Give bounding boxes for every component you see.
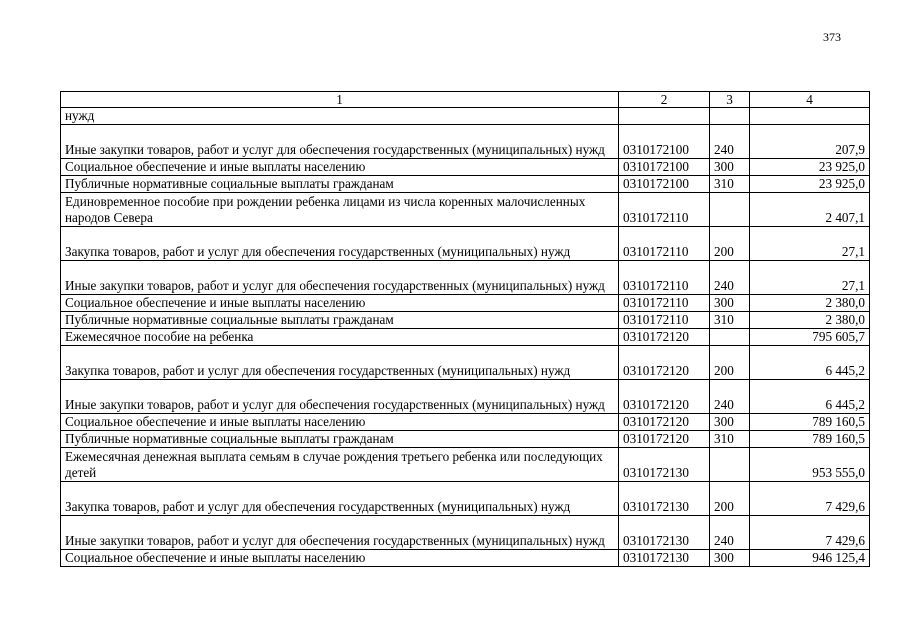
row-sum: 795 605,7 [750,329,870,346]
row-sum: 2 380,0 [750,295,870,312]
row-type [710,108,750,125]
row-name: Закупка товаров, работ и услуг для обеспечения государственных (муниципальных) нужд [61,346,619,380]
row-code: 0310172110 [619,227,710,261]
row-code: 0310172100 [619,176,710,193]
table-row [61,108,870,125]
row-type: 200 [710,227,750,261]
row-code: 0310172100 [619,159,710,176]
row-sum: 2 380,0 [750,312,870,329]
row-name: Социальное обеспечение и иные выплаты населению [61,295,619,312]
table-row [61,261,870,295]
row-sum: 23 925,0 [750,159,870,176]
row-code: 0310172130 [619,448,710,482]
row-type: 240 [710,125,750,159]
table-row [61,550,870,567]
row-type: 200 [710,482,750,516]
row-code: 0310172130 [619,516,710,550]
row-type [710,329,750,346]
table-row [61,414,870,431]
row-code: 0310172120 [619,346,710,380]
row-type: 300 [710,414,750,431]
table-row [61,448,870,482]
row-code: 0310172110 [619,295,710,312]
row-name: Иные закупки товаров, работ и услуг для обеспечения государственных (муниципальных) нужд [61,261,619,295]
row-code: 0310172110 [619,261,710,295]
row-sum: 27,1 [750,227,870,261]
row-name: Иные закупки товаров, работ и услуг для обеспечения государственных (муниципальных) нужд [61,125,619,159]
row-type: 310 [710,312,750,329]
row-type: 240 [710,380,750,414]
budget-table [60,91,870,567]
row-code: 0310172110 [619,193,710,227]
table-row [61,431,870,448]
row-sum: 6 445,2 [750,346,870,380]
table-row [61,159,870,176]
row-sum: 6 445,2 [750,380,870,414]
row-name: Ежемесячная денежная выплата семьям в случае рождения третьего ребенка или последующих детей [61,448,619,482]
row-name: Публичные нормативные социальные выплаты гражданам [61,176,619,193]
row-code: 0310172130 [619,550,710,567]
row-type: 200 [710,346,750,380]
table-row [61,227,870,261]
row-name: Социальное обеспечение и иные выплаты населению [61,159,619,176]
row-sum: 7 429,6 [750,516,870,550]
header-cell-3: 3 [710,92,750,108]
row-sum: 953 555,0 [750,448,870,482]
table-row [61,482,870,516]
header-cell-1: 1 [61,92,619,108]
table-row [61,329,870,346]
row-code: 0310172120 [619,329,710,346]
row-type: 240 [710,261,750,295]
header-cell-2: 2 [619,92,710,108]
row-type: 300 [710,550,750,567]
row-sum: 7 429,6 [750,482,870,516]
table-row [61,295,870,312]
row-name: нужд [61,108,619,125]
row-name: Закупка товаров, работ и услуг для обеспечения государственных (муниципальных) нужд [61,227,619,261]
row-sum: 27,1 [750,261,870,295]
row-sum: 789 160,5 [750,431,870,448]
row-name: Ежемесячное пособие на ребенка [61,329,619,346]
row-code: 0310172130 [619,482,710,516]
row-code: 0310172120 [619,414,710,431]
header-row [61,92,870,108]
row-name: Публичные нормативные социальные выплаты гражданам [61,431,619,448]
row-type: 300 [710,295,750,312]
header-cell-4: 4 [750,92,870,108]
table-row [61,346,870,380]
row-name: Социальное обеспечение и иные выплаты населению [61,550,619,567]
row-name: Социальное обеспечение и иные выплаты населению [61,414,619,431]
row-type: 240 [710,516,750,550]
row-sum: 2 407,1 [750,193,870,227]
page-number: 373 [823,30,841,44]
row-code: 0310172120 [619,380,710,414]
row-type: 300 [710,159,750,176]
table-row [61,516,870,550]
row-code [619,108,710,125]
row-type: 310 [710,431,750,448]
row-sum: 207,9 [750,125,870,159]
table-row [61,193,870,227]
row-name: Иные закупки товаров, работ и услуг для обеспечения государственных (муниципальных) нужд [61,516,619,550]
row-code: 0310172120 [619,431,710,448]
row-code: 0310172110 [619,312,710,329]
row-type [710,193,750,227]
row-sum: 946 125,4 [750,550,870,567]
row-code: 0310172100 [619,125,710,159]
row-name: Иные закупки товаров, работ и услуг для обеспечения государственных (муниципальных) нужд [61,380,619,414]
row-name: Единовременное пособие при рождении ребенка лицами из числа коренных малочисленных народов Севера [61,193,619,227]
table-row [61,380,870,414]
row-sum: 789 160,5 [750,414,870,431]
row-name: Закупка товаров, работ и услуг для обеспечения государственных (муниципальных) нужд [61,482,619,516]
row-name: Публичные нормативные социальные выплаты гражданам [61,312,619,329]
table-row [61,176,870,193]
row-type [710,448,750,482]
table-row [61,125,870,159]
row-sum [750,108,870,125]
row-type: 310 [710,176,750,193]
row-sum: 23 925,0 [750,176,870,193]
table-row [61,312,870,329]
